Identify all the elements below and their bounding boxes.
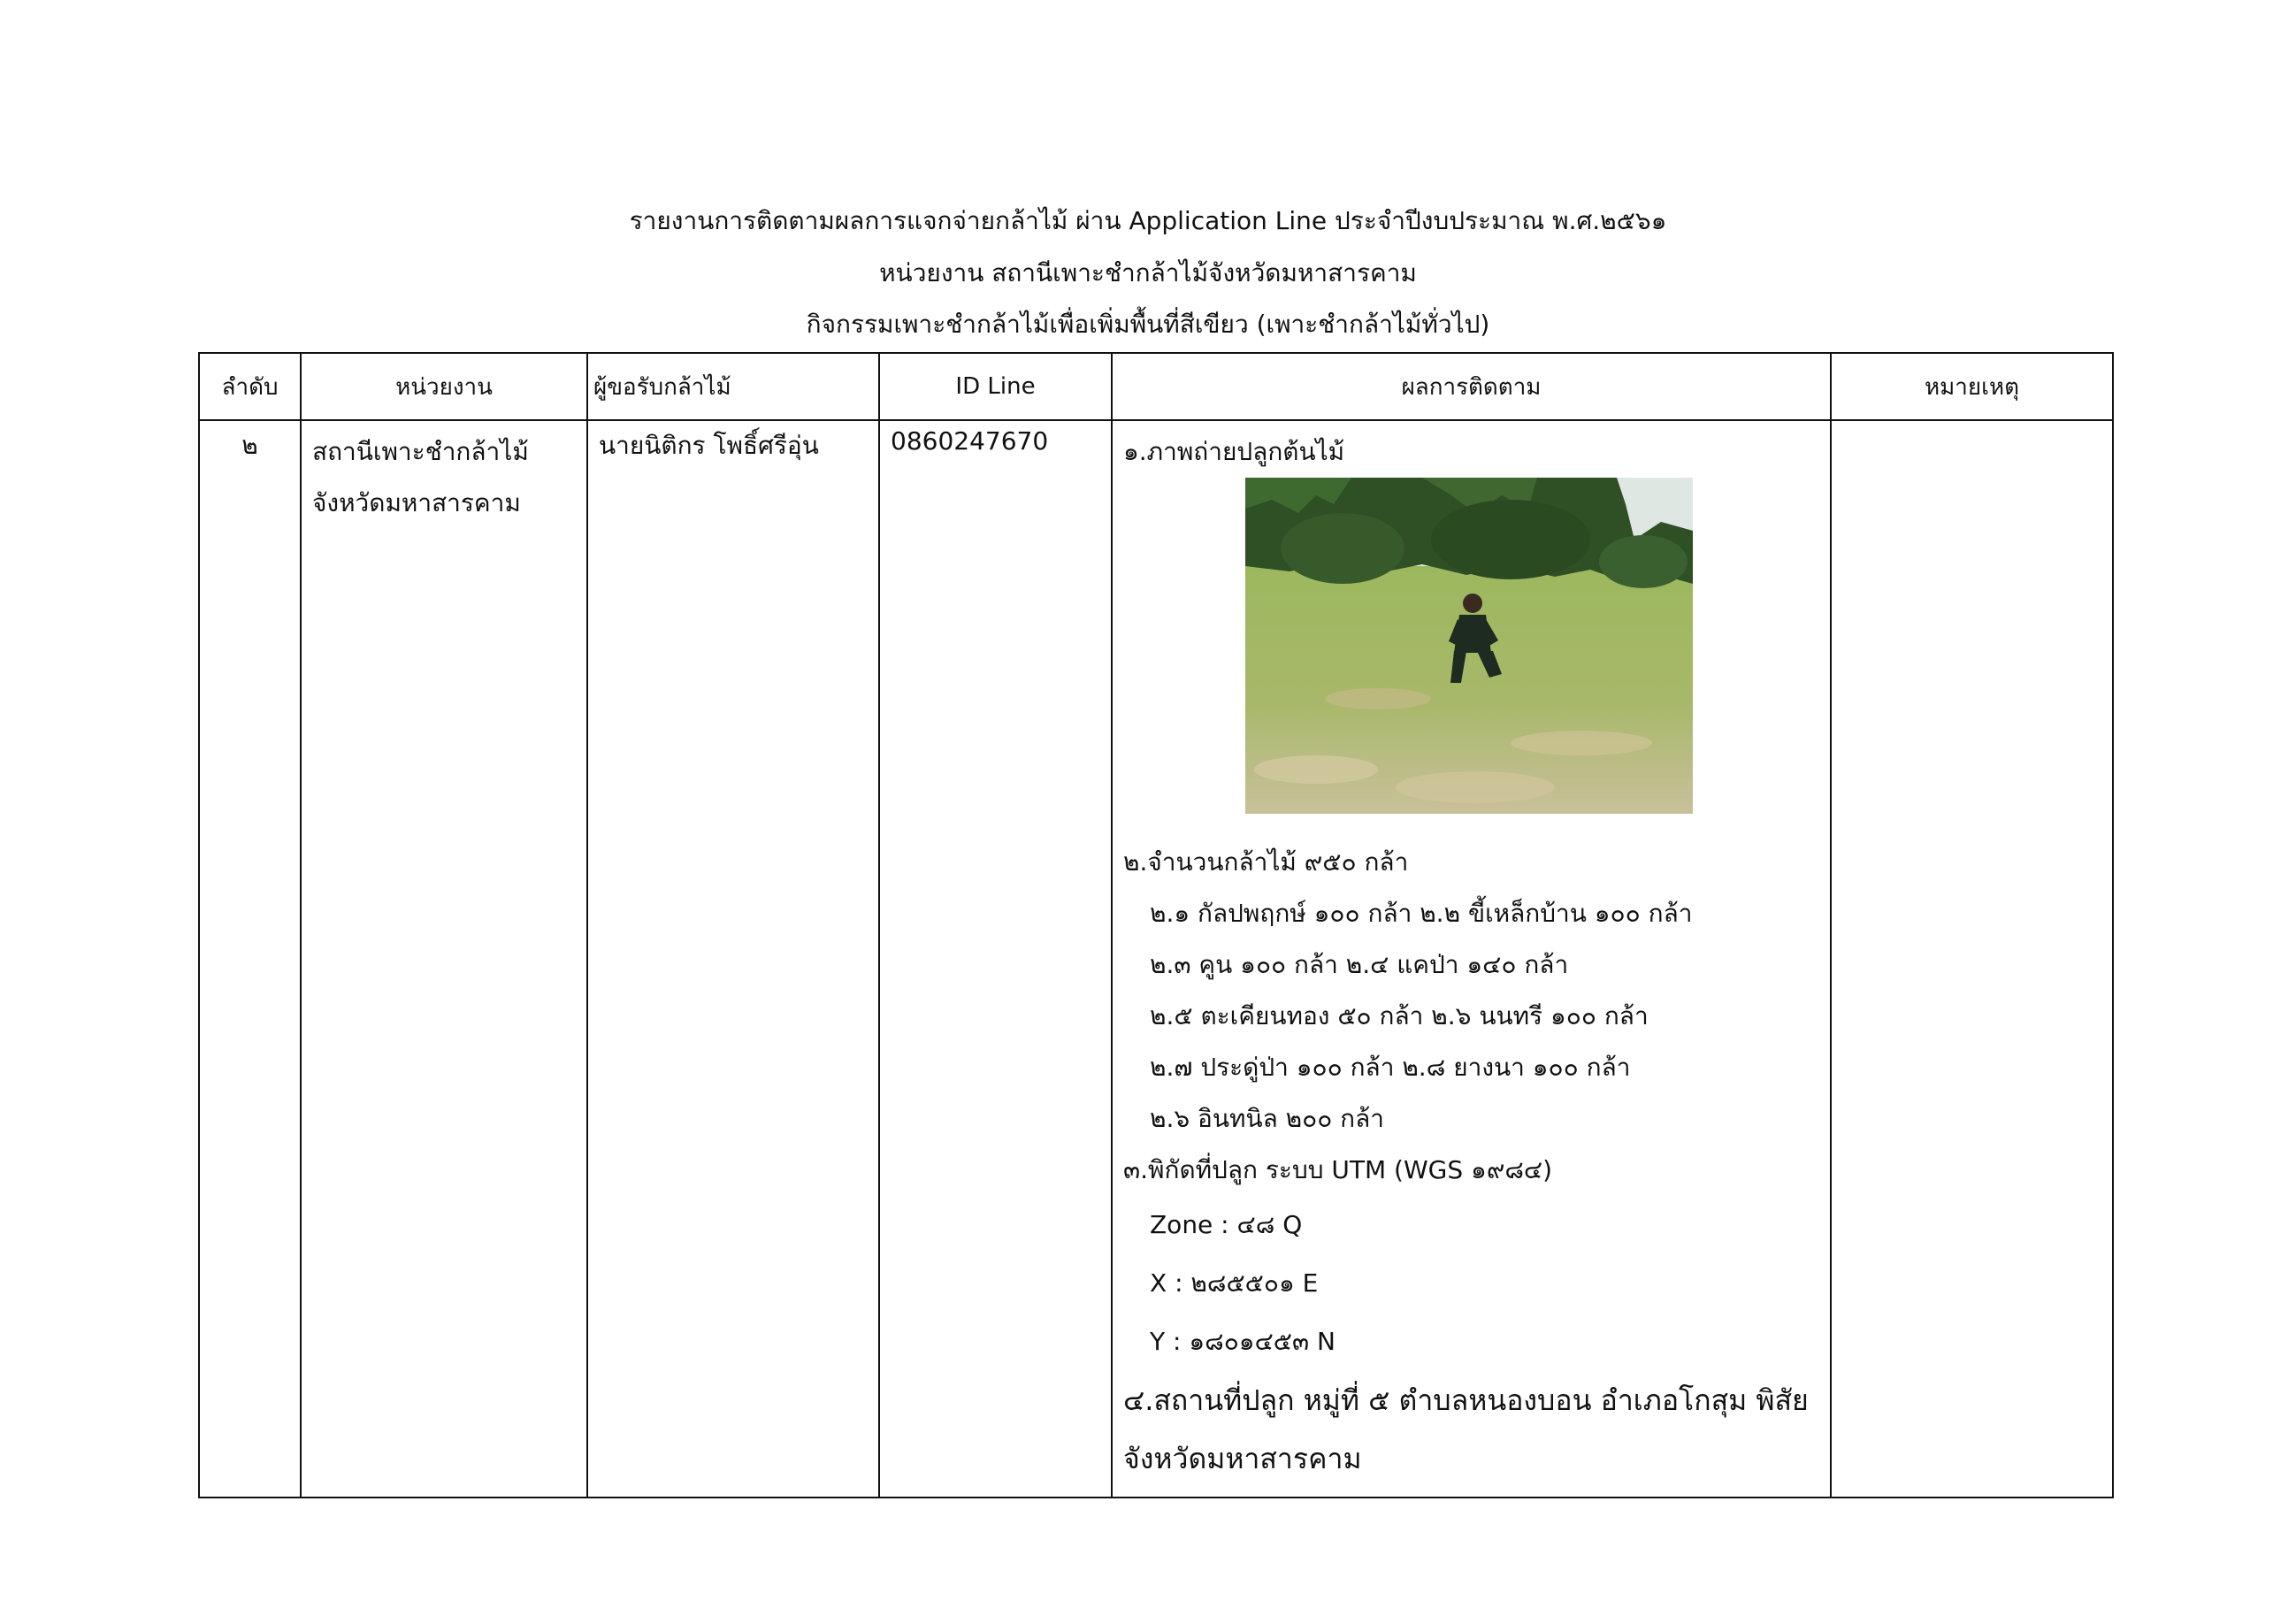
result-photo-container <box>1123 478 1819 831</box>
row-unit <box>301 420 587 1498</box>
row-id-line: 0860247670 <box>879 420 1112 1498</box>
header-number: ลำดับ <box>199 353 301 420</box>
row-remark <box>1831 420 2113 1498</box>
header-recipient: ผู้ขอรับกล้าไม้ <box>587 353 879 420</box>
header-result: ผลการติดตาม <box>1112 353 1831 420</box>
header-id-line: ID Line <box>879 353 1112 420</box>
report-table <box>198 352 2114 1498</box>
row-result <box>1112 420 1831 1498</box>
result-y: Y : ๑๘๐๑๔๕๓ N <box>1150 1327 1336 1356</box>
planting-photo <box>1245 478 1693 814</box>
result-species-5: ๒.๖ อินทนิล ๒๐๐ กล้า <box>1150 1104 1385 1133</box>
table-row <box>199 420 2113 1498</box>
row-unit-line2: จังหวัดมหาสารคาม <box>312 488 521 517</box>
report-title: รายงานการติดตามผลการแจกจ่ายกล้าไม้ ผ่าน Application Line ประจำปีงบประมาณ พ.ศ.๒๕๖๑ <box>629 206 1667 235</box>
report-agency: หน่วยงาน สถานีเพาะชำกล้าไม้จังหวัดมหาสารคาม <box>879 258 1417 287</box>
report-activity: กิจกรรมเพาะชำกล้าไม้เพื่อเพิ่มพื้นที่สีเขียว (เพาะชำกล้าไม้ทั่วไป) <box>806 310 1490 339</box>
result-location: ๔.สถานที่ปลูก หมู่ที่ ๕ ตำบลหนองบอน อำเภอโกสุม พิสัย จังหวัดมหาสารคาม <box>1123 1383 1809 1475</box>
result-zone: Zone : ๔๘ Q <box>1150 1210 1303 1239</box>
row-unit-line1: สถานีเพาะชำกล้าไม้ <box>312 437 529 466</box>
result-species-2: ๒.๓ คูน ๑๐๐ กล้า ๒.๔ แคป่า ๑๔๐ กล้า <box>1150 950 1569 979</box>
result-species-1: ๒.๑ กัลปพฤกษ์ ๑๐๐ กล้า ๒.๒ ขี้เหล็กบ้าน ๑๐๐ กล้า <box>1150 899 1693 928</box>
header-row <box>199 353 2113 420</box>
row-number: ๒ <box>199 420 301 1498</box>
row-recipient: นายนิติกร โพธิ์ศรีอุ่น <box>587 420 879 1498</box>
result-coord-label: ๓.พิกัดที่ปลูก ระบบ UTM (WGS ๑๙๘๔) <box>1123 1155 1553 1184</box>
result-photo-label: ๑.ภาพถ่ายปลูกต้นไม้ <box>1123 437 1345 466</box>
result-species-3: ๒.๕ ตะเคียนทอง ๕๐ กล้า ๒.๖ นนทรี ๑๐๐ กล้า <box>1150 1001 1649 1030</box>
header-remark: หมายเหตุ <box>1831 353 2113 420</box>
result-count: ๒.จำนวนกล้าไม้ ๙๕๐ กล้า <box>1123 847 1409 877</box>
result-x: X : ๒๘๕๕๐๑ E <box>1150 1268 1319 1298</box>
result-species-4: ๒.๗ ประดู่ป่า ๑๐๐ กล้า ๒.๘ ยางนา ๑๐๐ กล้า <box>1150 1053 1631 1082</box>
header-unit: หน่วยงาน <box>301 353 587 420</box>
